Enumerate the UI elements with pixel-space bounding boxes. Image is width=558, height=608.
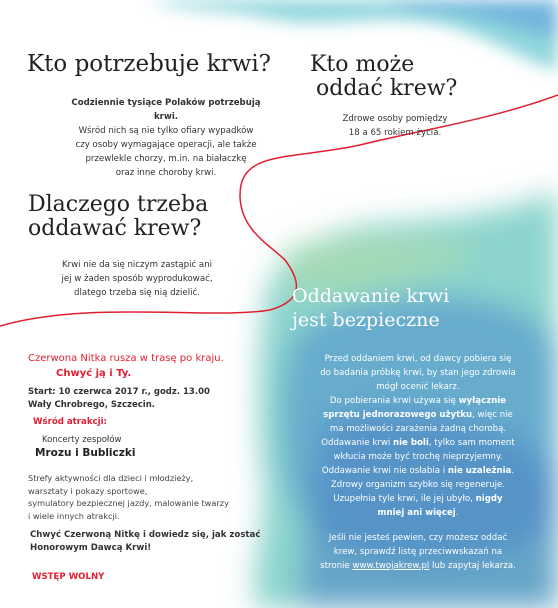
attractions-list: [28, 472, 229, 522]
why-line: Krwi nie da się niczym zastąpić ani: [61, 260, 213, 270]
why-line: dlatego trzeba się nią dzielić.: [74, 288, 200, 298]
safe-line: Do pobierania krwi używa się wyłącznie: [329, 396, 507, 406]
who-needs-heading: Kto potrzebuje krwi?: [27, 51, 272, 77]
attractions-label: Wśród atrakcji:: [33, 417, 107, 427]
safe-line: mógł ocenić lekarz.: [376, 382, 460, 392]
safe-line: Jeśli nie jesteś pewien, czy możesz oddać: [328, 533, 508, 543]
who-needs-line: przewlekle chorzy, m.in. na białaczkę: [85, 154, 247, 164]
why-line: jej w żaden sposób wyprodukować,: [61, 274, 213, 284]
who-needs-line: Wśród nich są nie tylko ofiary wypadków: [78, 126, 254, 136]
safe-line: ma możliwości zarażenia żadną chorobą.: [329, 424, 507, 434]
event-title-line: Czerwona Nitka rusza w trasę po kraju.: [28, 353, 224, 364]
safe-line: sprzętu jednorazowego użytku, więc nie: [323, 410, 513, 420]
safe-line: Oddawanie krwi nie osłabia i nie uzależnia.: [321, 466, 515, 476]
safe-line: mniej ani więcej.: [377, 508, 459, 518]
who-can-line: 18 a 65 rokiem życia.: [348, 128, 442, 138]
concert-bands: Mrozu i Bubliczki: [35, 447, 136, 459]
safe-line: wkłucia może być trochę nieprzyjemny.: [333, 452, 503, 462]
free-entry-label: WSTĘP WOLNY: [32, 572, 105, 582]
who-needs-line: oraz inne choroby krwi.: [115, 168, 217, 178]
list-item: warsztaty i pokazy sportowe,: [28, 485, 148, 496]
event-place: Wały Chrobrego, Szczecin.: [28, 400, 155, 410]
safe-line: krew, sprawdź listę przeciwwskazań na: [333, 547, 503, 557]
safe-line: Oddawanie krwi nie boli, tylko sam moment: [321, 438, 515, 448]
who-can-line: Zdrowe osoby pomiędzy: [342, 114, 448, 124]
who-can-text: [325, 112, 465, 140]
safe-line: do badania próbkę krwi, by stan jego zdrowia: [320, 368, 516, 378]
list-item: Strefy aktywności dla dzieci i młodzieży,: [28, 473, 194, 483]
safe-text: [300, 352, 536, 573]
who-needs-lead: Codziennie tysiące Polaków potrzebują krwi.: [71, 98, 261, 122]
safe-line: Przed oddaniem krwi, od dawcy pobiera się: [324, 354, 512, 364]
event-title: [28, 351, 224, 381]
who-can-heading: Kto może oddać krew?: [310, 52, 458, 102]
why-heading: Dlaczego trzeba oddawać krew?: [28, 192, 209, 242]
safe-line: stronie www.twojakrew.pl lub zapytaj lekarza.: [320, 561, 516, 571]
safe-heading: Oddawanie krwi jest bezpieczne: [292, 285, 450, 331]
why-text: [44, 258, 230, 300]
event-info: [28, 386, 210, 412]
cta-line: Chwyć Czerwoną Nitkę i dowiedz się, jak zostać: [30, 530, 261, 540]
event-title-line: Chwyć ją i Ty.: [56, 368, 132, 379]
event-start: Start: 10 czerwca 2017 r., godz. 13.00: [28, 387, 210, 397]
who-needs-line: czy osoby wymagające operacji, ale także: [75, 140, 257, 150]
list-item: symulatory bezpiecznej jazdy, malowanie twarzy: [28, 498, 229, 508]
list-item: i wiele innych atrakcji.: [28, 510, 120, 521]
safe-line: Zdrowy organizm szybko się regeneruje.: [330, 480, 506, 490]
concert-label: Koncerty zespołów: [42, 435, 122, 445]
cta-line: Honorowym Dawcą Krwi!: [30, 543, 152, 553]
event-cta: [30, 529, 260, 555]
who-needs-text: [70, 96, 262, 180]
safe-line: Uzupełnia tyle krwi, ile jej ubyło, nigdy: [333, 494, 503, 504]
twojakrew-link[interactable]: www.twojakrew.pl: [352, 561, 430, 571]
